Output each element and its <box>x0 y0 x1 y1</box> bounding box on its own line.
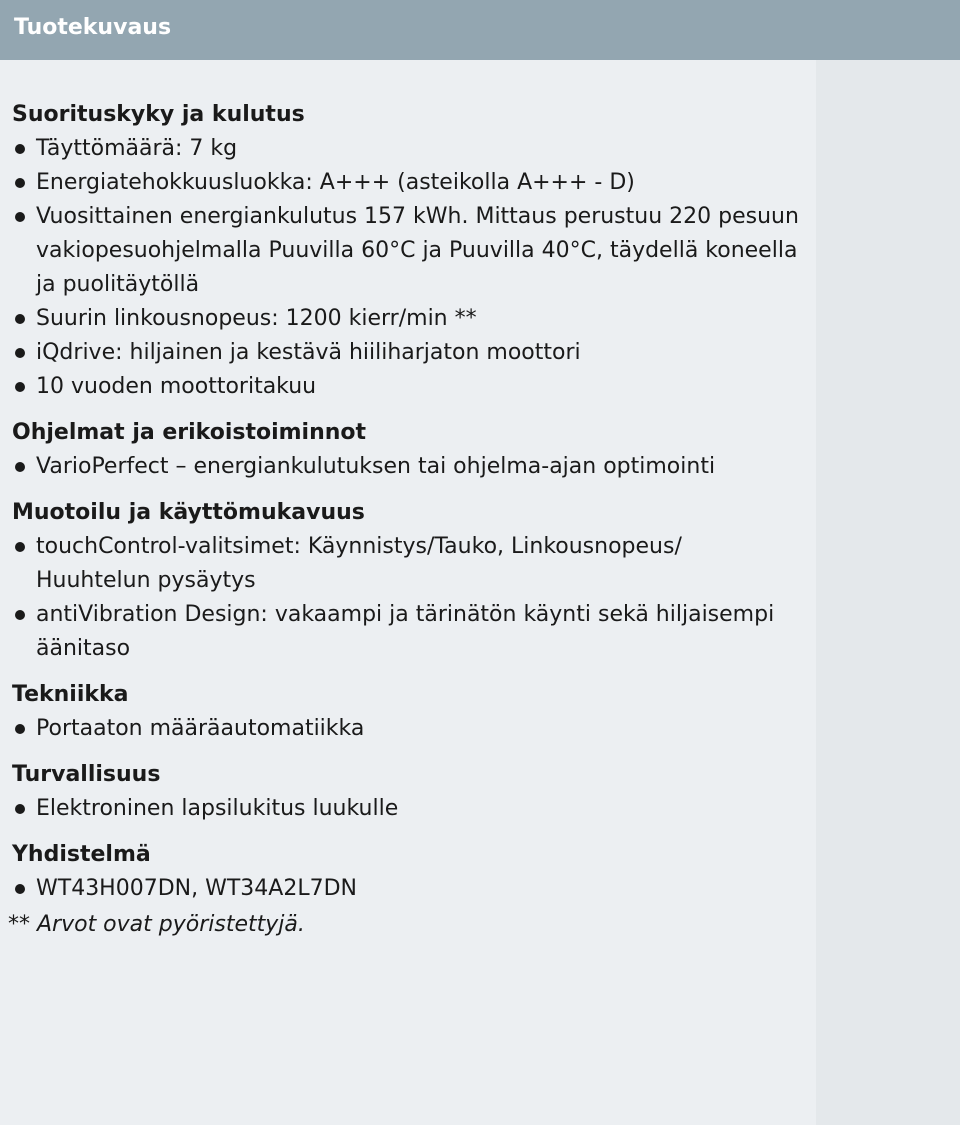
list-item-text: Energiatehokkuusluokka: A+++ (asteikolla A+++ - D) <box>36 170 635 195</box>
product-description <box>8 98 802 942</box>
bullet-list <box>12 792 802 826</box>
bullet-icon <box>15 144 25 154</box>
bullet-icon <box>15 212 25 222</box>
bullet-icon <box>15 610 25 620</box>
side-column <box>816 60 960 1125</box>
list-item-text: Suurin linkousnopeus: 1200 kierr/min ** <box>36 306 477 331</box>
bullet-icon <box>15 178 25 188</box>
list-item <box>12 166 802 200</box>
section-title: Suorituskyky ja kulutus <box>12 102 305 127</box>
bullet-icon <box>15 314 25 324</box>
list-item <box>12 530 802 598</box>
section-safety <box>12 758 802 826</box>
list-item-text: iQdrive: hiljainen ja kestävä hiiliharjaton moottori <box>36 340 581 365</box>
list-item-text: Vuosittainen energiankulutus 157 kWh. Mittaus perustuu 220 pesuun vakiopesuohjelmalla Puuvilla 60°C ja Puuvilla 40°C, täydellä koneella ja puolitäytöllä <box>36 204 799 297</box>
bullet-list <box>12 712 802 746</box>
list-item <box>12 598 802 666</box>
section-technology <box>12 678 802 746</box>
list-item <box>12 336 802 370</box>
section-programs <box>12 416 802 484</box>
bullet-icon <box>15 724 25 734</box>
list-item-text: touchControl-valitsimet: Käynnistys/Tauko, Linkousnopeus/ Huuhtelun pysäytys <box>36 534 682 593</box>
section-design <box>12 496 802 666</box>
list-item <box>12 872 802 906</box>
list-item <box>12 132 802 166</box>
list-item-text: 10 vuoden moottoritakuu <box>36 374 317 399</box>
list-item-text: WT43H007DN, WT34A2L7DN <box>36 876 357 901</box>
section-title: Turvallisuus <box>12 762 161 787</box>
bullet-icon <box>15 884 25 894</box>
page-title: Tuotekuvaus <box>14 15 172 40</box>
section-title: Muotoilu ja käyttömukavuus <box>12 500 365 525</box>
bullet-list <box>12 530 802 666</box>
list-item <box>12 200 802 302</box>
bullet-icon <box>15 804 25 814</box>
list-item-text: antiVibration Design: vakaampi ja tärinätön käynti sekä hiljaisempi äänitaso <box>36 602 775 661</box>
list-item <box>12 712 802 746</box>
section-title: Tekniikka <box>12 682 129 707</box>
list-item <box>12 302 802 336</box>
list-item <box>12 792 802 826</box>
bullet-icon <box>15 462 25 472</box>
bullet-list <box>12 872 802 906</box>
bullet-icon <box>15 542 25 552</box>
list-item <box>12 370 802 404</box>
bullet-icon <box>15 348 25 358</box>
section-performance <box>12 98 802 404</box>
header-bar <box>0 0 960 60</box>
bullet-list <box>12 132 802 404</box>
bullet-icon <box>15 382 25 392</box>
footnote: ** Arvot ovat pyöristettyjä. <box>8 912 305 937</box>
section-title: Ohjelmat ja erikoistoiminnot <box>12 420 367 445</box>
list-item-text: Elektroninen lapsilukitus luukulle <box>36 796 399 821</box>
list-item-text: Täyttömäärä: 7 kg <box>36 136 238 161</box>
list-item-text: VarioPerfect – energiankulutuksen tai ohjelma-ajan optimointi <box>36 454 716 479</box>
list-item-text: Portaaton määräautomatiikka <box>36 716 365 741</box>
section-title: Yhdistelmä <box>12 842 151 867</box>
bullet-list <box>12 450 802 484</box>
section-combination <box>12 838 802 906</box>
list-item <box>12 450 802 484</box>
